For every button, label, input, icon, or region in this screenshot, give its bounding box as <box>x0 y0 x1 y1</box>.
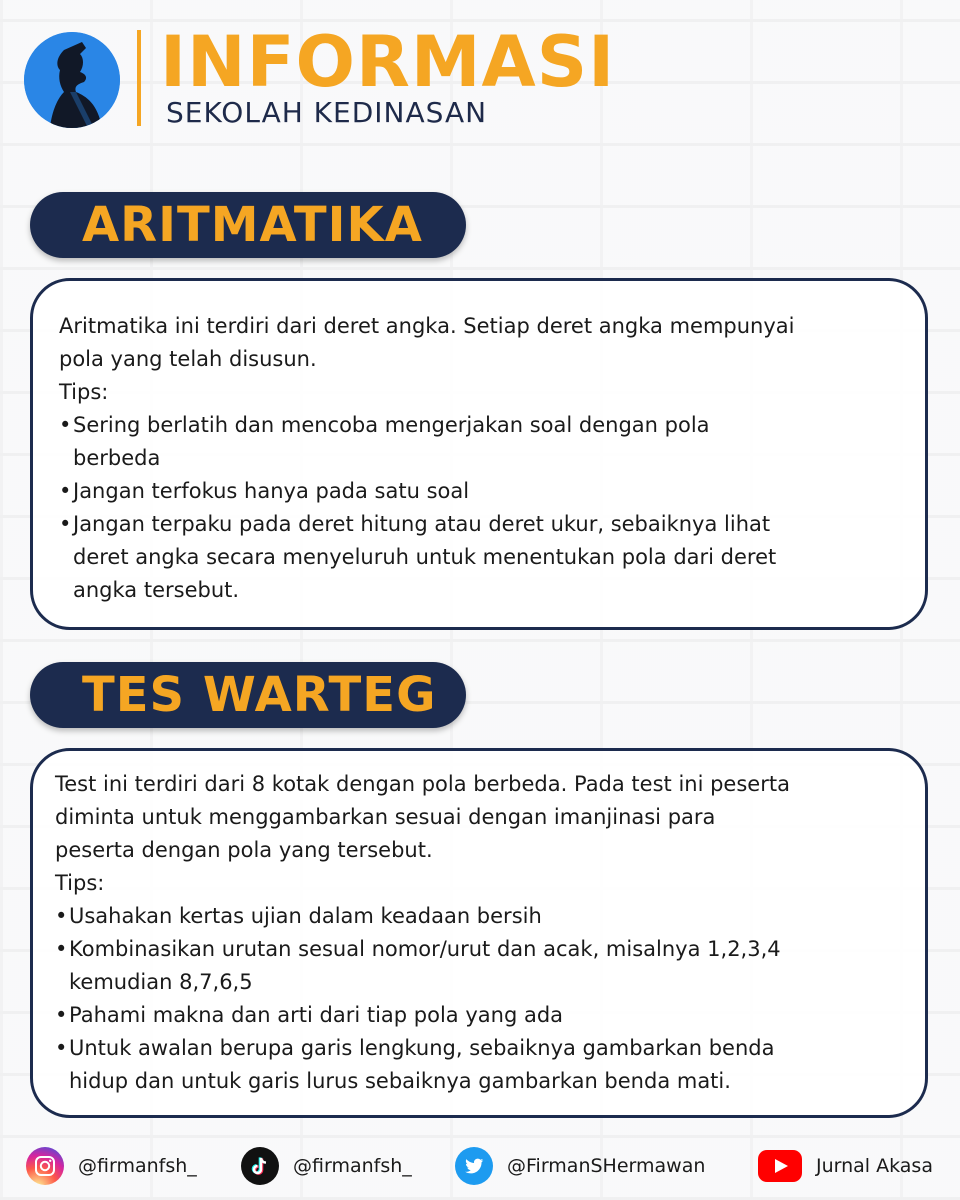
page-subtitle: SEKOLAH KEDINASAN <box>166 96 488 129</box>
list-item-text: Pahami makna dan arti dari tiap pola yang ada <box>69 1003 564 1027</box>
tips-label: Tips: <box>55 871 105 895</box>
list-item-text: Usahakan kertas ujian dalam keadaan bersih <box>69 904 542 928</box>
list-item-text: Kombinasikan urutan sesual nomor/urut dan acak, misalnya 1,2,3,4 kemudian 8,7,6,5 <box>69 937 781 994</box>
list-item <box>59 409 909 475</box>
social-instagram[interactable] <box>26 1146 197 1186</box>
bullet-icon: • <box>59 413 72 437</box>
social-twitter[interactable] <box>455 1146 705 1186</box>
list-item <box>55 1032 910 1098</box>
silhouette-icon <box>24 32 120 128</box>
list-item <box>59 508 909 607</box>
bullet-icon: • <box>55 937 68 961</box>
section-paragraph: Test ini terdiri dari 8 kotak dengan pola berbeda. Pada test ini peserta diminta untuk menggambarkan sesuai dengan imanjinasi para peserta dengan pola yang tersebut. <box>55 772 790 862</box>
section-heading-label: ARITMATIKA <box>82 197 423 253</box>
section-content <box>59 310 909 607</box>
list-item-text: Untuk awalan berupa garis lengkung, sebaiknya gambarkan benda hidup dan untuk garis lurus sebaiknya gambarkan benda mati. <box>69 1036 775 1093</box>
section-heading-tes-warteg <box>30 662 466 728</box>
list-item-text: Jangan terpaku pada deret hitung atau deret ukur, sebaiknya lihat deret angka secara menyeluruh untuk menentukan pola dari deret angka tersebut. <box>73 512 777 602</box>
social-youtube[interactable] <box>758 1146 933 1186</box>
bullet-icon: • <box>59 479 72 503</box>
list-item <box>55 900 910 933</box>
page-title: INFORMASI <box>160 21 616 103</box>
section-heading-aritmatika <box>30 192 466 258</box>
twitter-icon <box>455 1147 493 1185</box>
section-paragraph: Aritmatika ini terdiri dari deret angka. Setiap deret angka mempunyai pola yang telah disusun. <box>59 314 795 371</box>
bullet-icon: • <box>55 1003 68 1027</box>
section-card-tes-warteg <box>30 748 928 1118</box>
youtube-icon <box>758 1147 802 1185</box>
social-label: Jurnal Akasa <box>816 1155 933 1177</box>
list-item <box>55 999 910 1032</box>
section-card-aritmatika <box>30 278 928 630</box>
bullet-icon: • <box>55 1036 68 1060</box>
list-item-text: Jangan terfokus hanya pada satu soal <box>73 479 470 503</box>
social-label: @firmanfsh_ <box>293 1155 412 1177</box>
logo <box>24 32 120 128</box>
section-heading-label: TES WARTEG <box>82 667 437 723</box>
instagram-icon <box>26 1147 64 1185</box>
list-item <box>55 933 910 999</box>
bullet-icon: • <box>55 904 68 928</box>
list-item <box>59 475 909 508</box>
list-item-text: Sering berlatih dan mencoba mengerjakan soal dengan pola berbeda <box>73 413 710 470</box>
social-label: @FirmanSHermawan <box>507 1155 706 1177</box>
header-divider <box>137 30 141 126</box>
bullet-icon: • <box>59 512 72 536</box>
tips-label: Tips: <box>59 380 109 404</box>
social-tiktok[interactable] <box>241 1146 412 1186</box>
section-content <box>55 768 910 1098</box>
tiktok-icon <box>241 1147 279 1185</box>
social-label: @firmanfsh_ <box>78 1155 197 1177</box>
